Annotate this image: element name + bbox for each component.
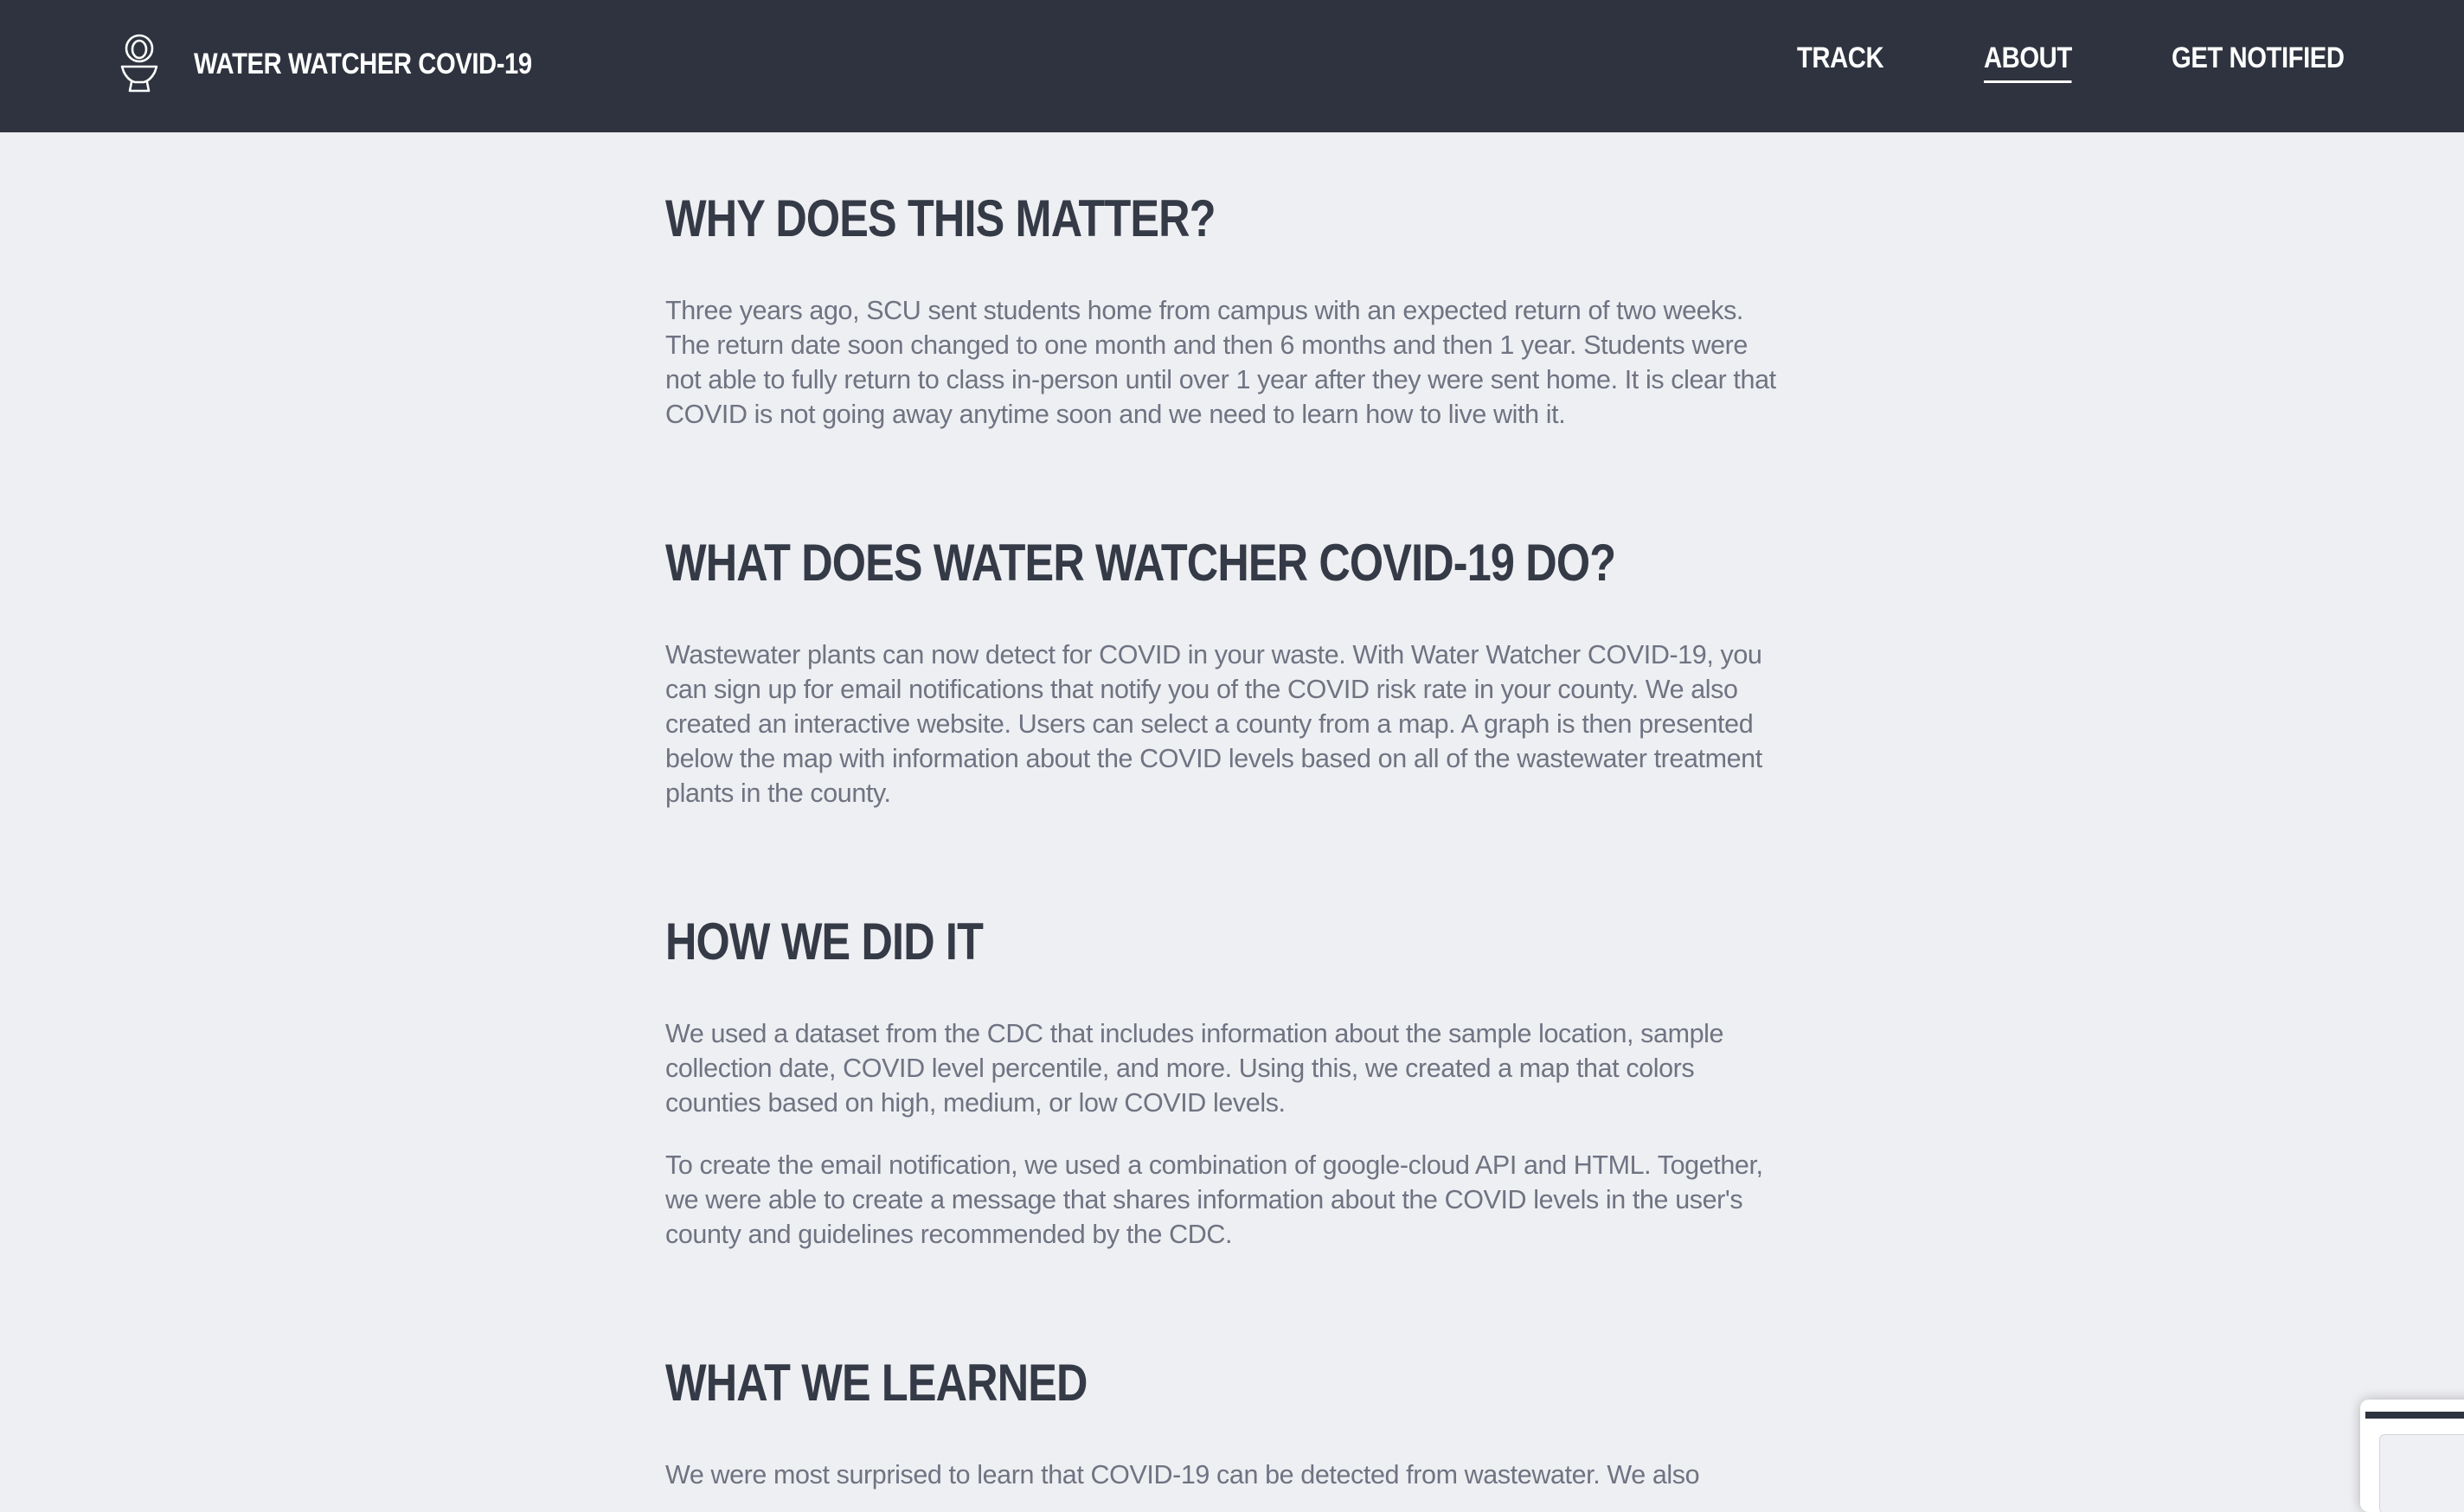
thumbnail-body xyxy=(2379,1434,2464,1512)
paragraph-how-email: To create the email notification, we used a combination of google-cloud API and HTML. Together, we were able to create a message that shares information about the COVID levels in the user's county and guidelines recommended by the CDC. xyxy=(665,1150,1763,1249)
paragraph-how-dataset: We used a dataset from the CDC that includes information about the sample location, sample collection date, COVID level percentile, and more. Using this, we created a map that colors counties based on high, medium, or low COVID levels. xyxy=(665,1019,1724,1118)
thumbnail-header-bar xyxy=(2365,1412,2464,1419)
toilet-icon xyxy=(118,34,161,94)
site-title: WATER WATCHER COVID-19 xyxy=(194,47,532,80)
brand-home-link[interactable] xyxy=(118,33,587,95)
paragraph-why-matter: Three years ago, SCU sent students home from campus with an expected return of two weeks. The return date soon changed to one month and then 6 months and then 1 year. Students were not able to fully return to class in-person until over 1 year after they were sent home. It is clear that COVID is not going away anytime soon and we need to learn how to live with it. xyxy=(665,296,1776,429)
nav-about[interactable]: ABOUT xyxy=(1984,42,2072,83)
heading-what-it-does: WHAT DOES WATER WATCHER COVID-19 DO? xyxy=(665,534,1616,592)
heading-what-we-learned: WHAT WE LEARNED xyxy=(665,1354,1088,1412)
nav-track[interactable]: TRACK xyxy=(1797,42,1884,74)
heading-how-we-did-it: HOW WE DID IT xyxy=(665,913,984,971)
heading-why-matter: WHY DOES THIS MATTER? xyxy=(665,189,1216,247)
paragraph-what-it-does: Wastewater plants can now detect for COVID in your waste. With Water Watcher COVID-19, you can sign up for email notifications that notify you of the COVID risk rate in your county. We also created an interactive website. Users can select a county from a map. A graph is then presented below the map with information about the COVID levels based on all of the wastewater treatment plants in the county. xyxy=(665,640,1762,808)
nav-get-notified[interactable]: GET NOTIFIED xyxy=(2172,42,2345,74)
top-navigation-bar xyxy=(0,0,2464,132)
screenshot-preview-thumbnail[interactable] xyxy=(2360,1400,2464,1512)
paragraph-what-we-learned: We were most surprised to learn that COVID-19 can be detected from wastewater. We also xyxy=(665,1460,1700,1490)
